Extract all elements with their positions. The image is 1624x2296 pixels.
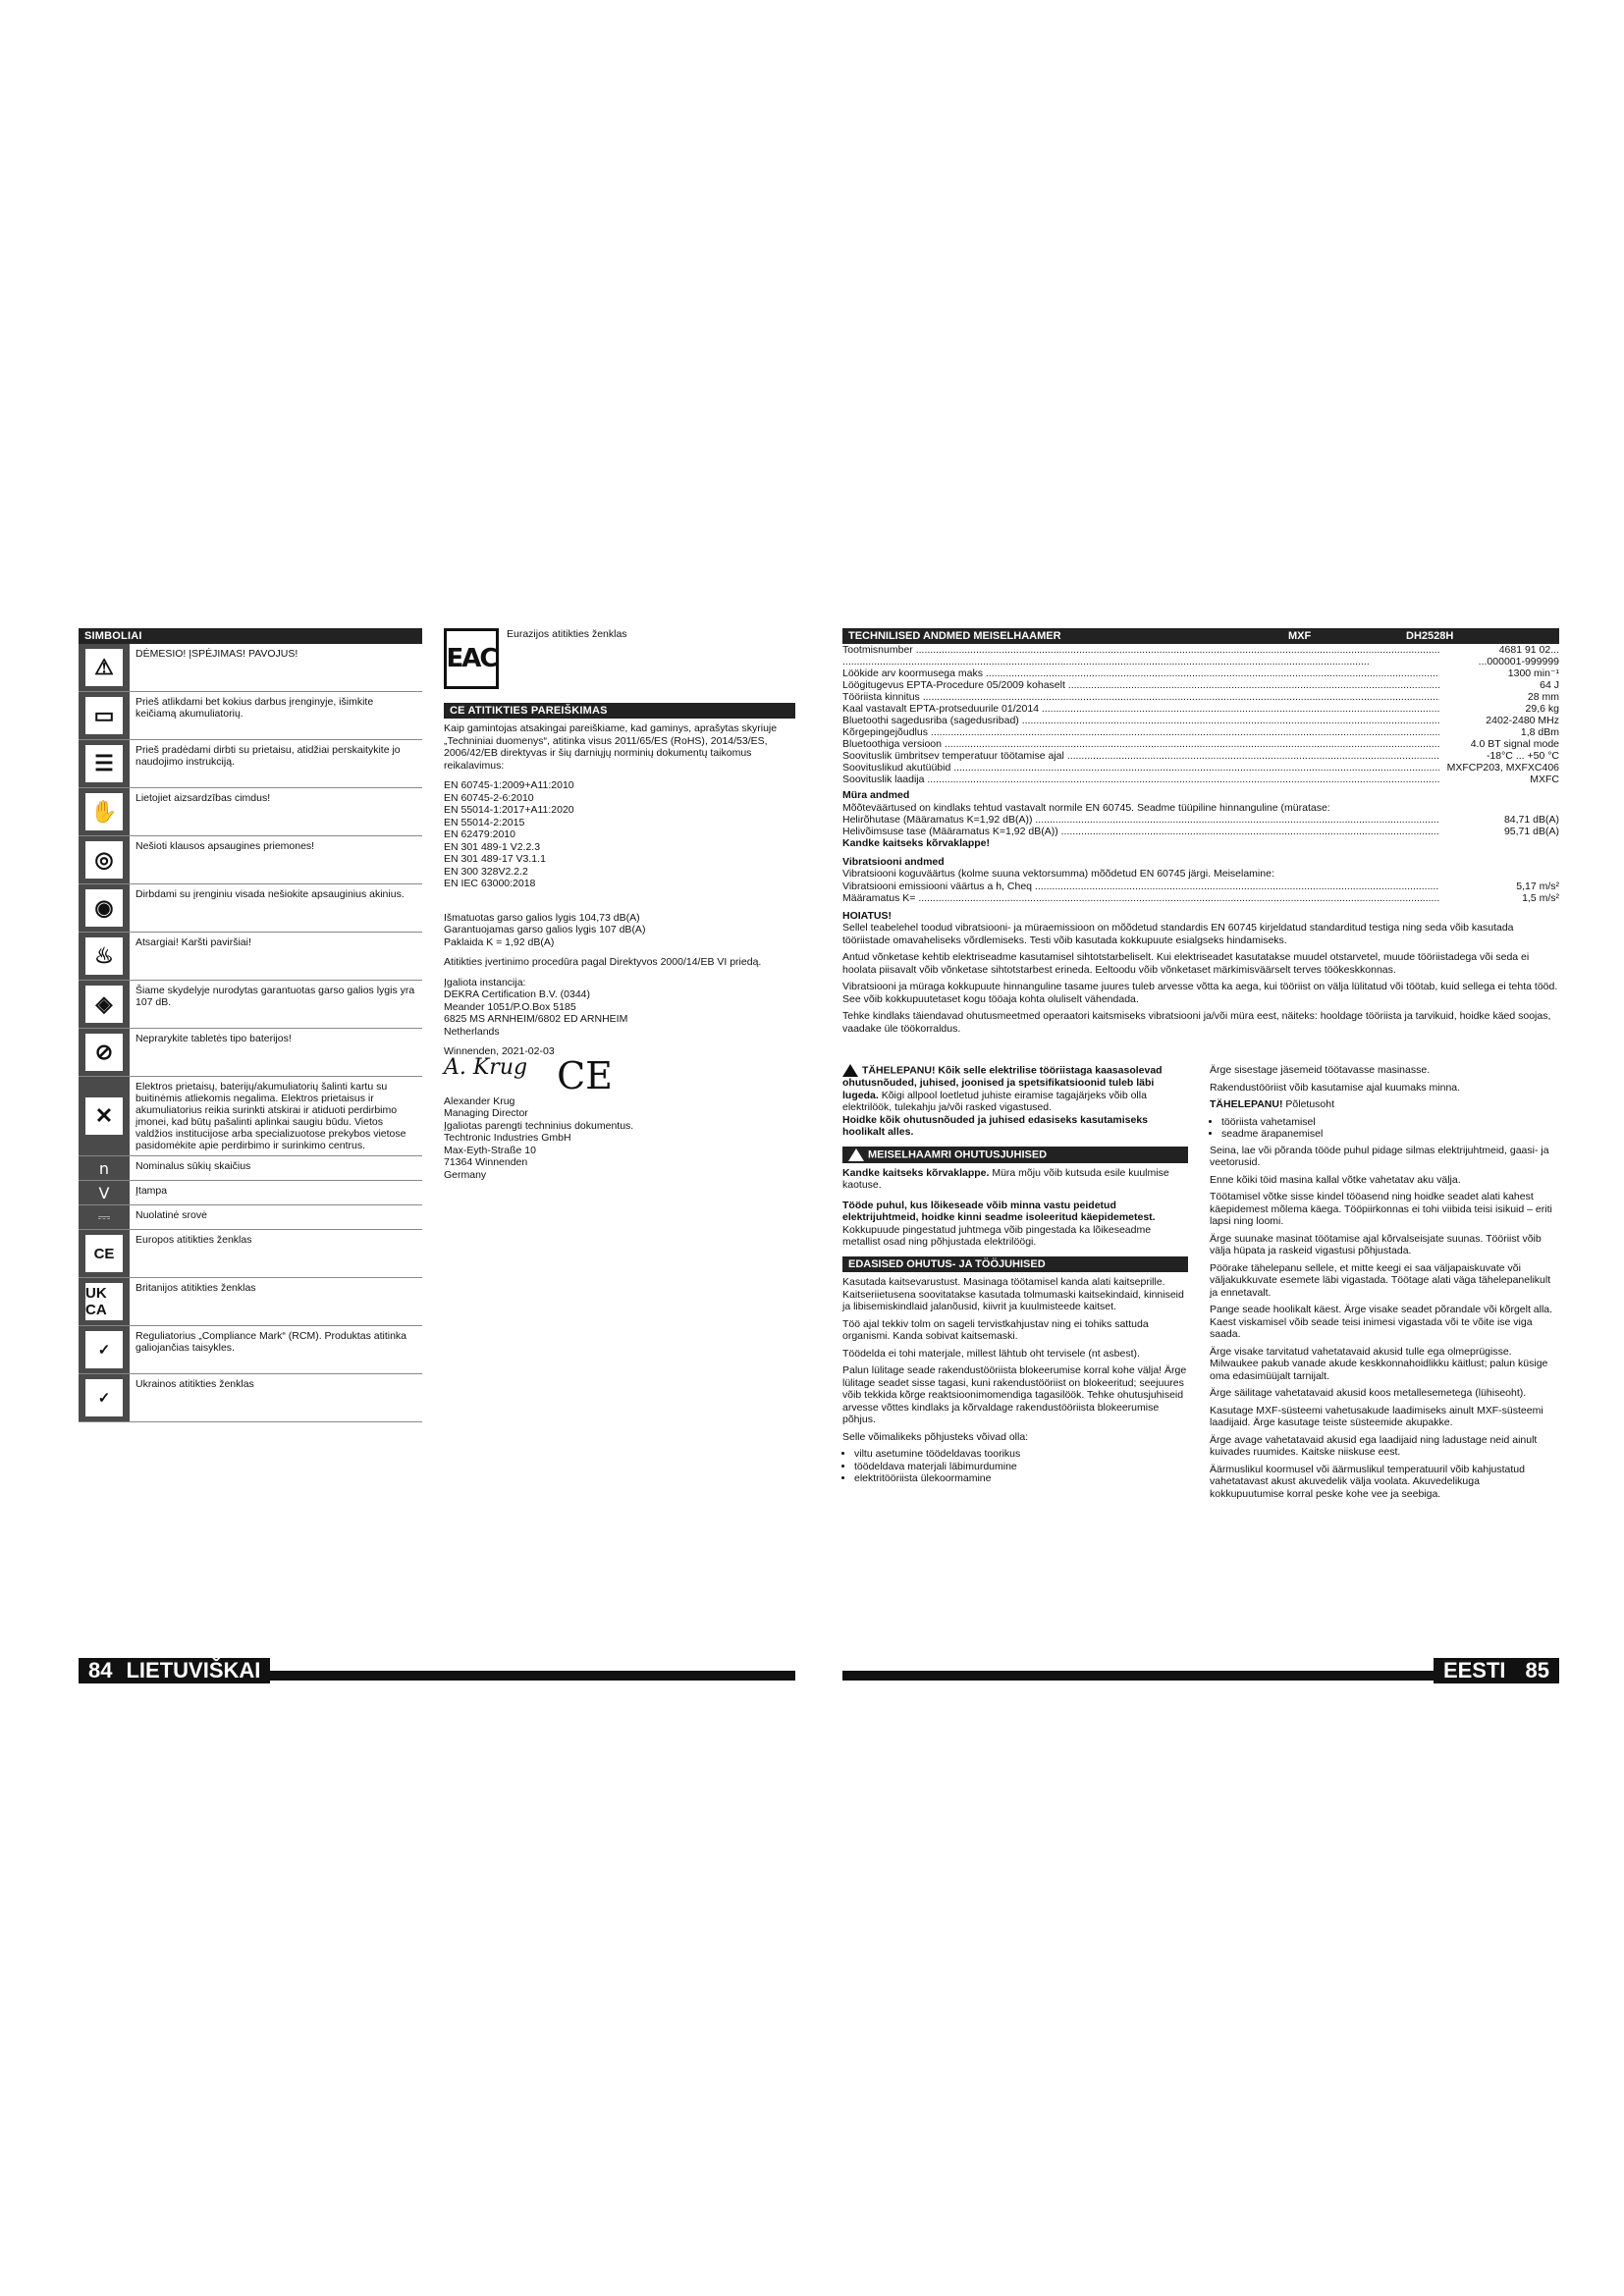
safety-p1: Müra mõju võib kutsuda esile kuulmise kaotuse. <box>842 1166 1169 1191</box>
symbol-row <box>79 1029 422 1077</box>
tech-value: 4681 91 02... <box>1498 644 1559 656</box>
symbol-row <box>79 1278 422 1326</box>
notified-body <box>444 977 795 1039</box>
symbol-row <box>79 981 422 1029</box>
tech-label: Soovituslikud akutüübid ..... <box>842 762 1439 774</box>
safety-p2-bold: Tööde puhul, kus lõikeseade võib minna vastu peidetud elektrijuhtmeid, hoidke kinni seadme isoleeritud käepidemetest. <box>842 1199 1156 1223</box>
declaration-column <box>444 628 795 1181</box>
standard-item: EN 55014-2:2015 <box>444 816 525 828</box>
page-number-left: 84 <box>79 1658 122 1683</box>
symbol-icon-cell <box>79 644 130 691</box>
symbol-text: Nešioti klausos apsaugines priemones! <box>135 840 315 852</box>
tech-value: ...000001-999999 <box>1478 656 1559 667</box>
symbol-icon-cell <box>79 1278 130 1325</box>
symbols-header: SIMBOLIAI <box>79 628 422 644</box>
tech-row <box>842 814 1559 826</box>
eye-protection-icon: ◉ <box>85 889 123 927</box>
symbol-glyph: ⎓ <box>97 1207 111 1226</box>
tech-value: 1300 min⁻¹ <box>1507 667 1559 679</box>
standard-item: EN 55014-1:2017+A11:2020 <box>444 804 574 816</box>
col2-text: Ärge sisestage jäsemeid töötavasse masinasse. <box>1210 1064 1431 1076</box>
symbol-glyph: V <box>98 1183 110 1202</box>
col2-text: Põletusoht <box>1285 1098 1335 1110</box>
tech-row <box>842 826 1559 837</box>
symbol-row <box>79 1181 422 1205</box>
tech-row <box>842 656 1559 667</box>
symbol-icon-cell <box>79 1205 130 1229</box>
procedure-text: Atitikties įvertinimo procedūra pagal Direktyvos 2000/14/EB VI priedą. <box>444 956 762 968</box>
tech-value: 2402-2480 MHz <box>1486 715 1559 726</box>
further-header: EDASISED OHUTUS- JA TÖÖJUHISED <box>842 1256 1188 1273</box>
symbol-icon-cell <box>79 933 130 980</box>
standard-item: EN 301 489-17 V3.1.1 <box>444 853 546 865</box>
hoiatus-paragraph: Antud võnketase kehtib elektriseadme kasutamisel sihtotstarbeliselt. Kui elektriseadet kasutatakse muudel otstarvetel, muude tööriistadega või seda ei hoolata piisavalt võib võnketase sihtotstarbest erineda. Eeltoodu võib võnketaset märkimisväärselt terves töökeskkonnas. <box>842 951 1530 976</box>
tech-label: Soovituslik laadija ..... <box>842 774 1439 785</box>
hoiatus-text <box>842 922 1559 1035</box>
tech-value: 84,71 dB(A) <box>1503 814 1559 826</box>
hot-surface-icon: ♨ <box>85 937 123 975</box>
symbol-glyph: n <box>98 1158 110 1178</box>
col2-paragraph: Töötamisel võtke sisse kindel tööasend ning hoidke seadet alati kahest käepidemest mõlema käega. Tööpiirkonnas ei tohi viibida teisi isikuid – eriti lapsi ning loomi. <box>1210 1191 1552 1227</box>
tech-row <box>842 691 1559 703</box>
language-left: LIETUVIŠKAI <box>122 1658 270 1683</box>
symbol-text: Prieš atlikdami bet kokius darbus įrenginyje, išimkite keičiamą akumuliatorių. <box>135 696 374 720</box>
read-manual-icon: ☰ <box>85 745 123 782</box>
hoiatus-title: HOIATUS! <box>842 909 892 922</box>
symbol-text: Nominalus sūkių skaičius <box>135 1160 251 1172</box>
further-paragraph: Kasutada kaitsevarustust. Masinaga töötamisel kanda alati kaitseprille. Kaitseriietusena soovitatakse kasutada tolmumaski kaitsekindaid, kinniseid ja libisemiskindlaid jalanõusid, kiivrit ja kuulmisteede kaitset. <box>842 1276 1184 1312</box>
col2-bullets <box>1210 1116 1555 1141</box>
ukca-mark-icon: UK CA <box>85 1283 123 1320</box>
col2-bold: TÄHELEPANU! <box>1210 1098 1283 1110</box>
crossed-bin-icon: ✕ <box>85 1097 123 1135</box>
tech-label <box>842 656 1439 667</box>
warning-triangle-icon: ⚠ <box>85 649 123 686</box>
tech-label: Bluetoothi sagedusriba (sagedusribad) ..... <box>842 715 1439 726</box>
signer-line: Techtronic Industries GmbH <box>444 1132 571 1144</box>
symbol-text: Lietojiet aizsardzības cimdus! <box>135 792 271 804</box>
symbol-icon-cell <box>79 1326 130 1373</box>
col2-paragraph: Ärge avage vahetatavaid akusid ega laadijaid ning ladustage neid ainult kuivades ruumides. Kaitske niiskuse eest. <box>1210 1433 1538 1458</box>
standard-item: EN 60745-1:2009+A11:2010 <box>444 779 574 791</box>
bullet-item: • tööriista vahetamisel <box>1221 1116 1555 1129</box>
symbol-icon-cell <box>79 1181 130 1204</box>
symbol-row <box>79 1230 422 1278</box>
symbol-icon-cell <box>79 981 130 1028</box>
tech-value: MXFC <box>1530 774 1559 785</box>
tech-value: -18°C ... +50 °C <box>1486 750 1559 762</box>
bullet-item: • viltu asetumine töödeldavas toorikus <box>854 1448 1188 1461</box>
tech-label: Vibratsiooni emissiooni väärtus a h, Cheq ..... <box>842 881 1439 892</box>
symbol-icon-cell <box>79 1077 130 1155</box>
symbol-row <box>79 1205 422 1230</box>
symbol-icon-cell <box>79 1029 130 1076</box>
safety-columns <box>842 1064 1559 1505</box>
standard-item: EN 62479:2010 <box>444 828 515 840</box>
tech-value: 28 mm <box>1527 691 1559 703</box>
vib-text: Vibratsiooni koguväärtus (kolme suuna vektorsumma) mõõdetud EN 60745 järgi. Meiselamine: <box>842 868 1274 880</box>
remove-battery-icon: ▭ <box>85 697 123 734</box>
tech-label: Helivõimsuse tase (Määramatus K=1,92 dB(A)) ..... <box>842 826 1439 837</box>
col2-intro-paragraph <box>1210 1098 1555 1111</box>
tech-row <box>842 881 1559 892</box>
standard-item: EN 60745-2-6:2010 <box>444 791 534 804</box>
tech-value: 5,17 m/s² <box>1516 880 1559 892</box>
notified-line: Netherlands <box>444 1025 500 1038</box>
symbol-row <box>79 692 422 740</box>
standard-item: EN IEC 63000:2018 <box>444 878 536 889</box>
noise-warning: Kandke kaitseks kõrvaklappe! <box>842 837 990 849</box>
symbol-text: Įtampa <box>135 1185 168 1197</box>
tech-label: Helirõhutase (Määramatus K=1,92 dB(A)) ..... <box>842 814 1439 826</box>
place-date: Winnenden, 2021-02-03 <box>444 1045 555 1057</box>
col2-paragraph: Ärge suunake masinat töötamise ajal kõrvalseisjate suunas. Tööriist võib välja hüpata ja raskeid vigastusi põhjustada. <box>1210 1232 1542 1256</box>
signer-line: Alexander Krug <box>444 1095 515 1107</box>
left-footer <box>79 1659 795 1682</box>
col2-intro-paragraph <box>1210 1082 1555 1095</box>
symbol-row <box>79 1077 422 1156</box>
hoiatus-paragraph: Tehke kindlaks täiendavad ohutusmeetmed operaatori kaitsmiseks vibratsiooni ja/või müra eest, näiteks: hooldage tööriista ja tarvikuid, hoidke käed soojas, vaadake üle töökorraldus. <box>842 1010 1551 1035</box>
symbol-icon-cell <box>79 1156 130 1180</box>
no-tablet-battery-icon: ⊘ <box>85 1034 123 1071</box>
sound-guaranteed: Garantuojamas garso galios lygis 107 dB(A) <box>444 924 646 935</box>
signer-block <box>444 1095 795 1182</box>
ce-mark-icon: CE <box>557 1054 613 1098</box>
col2-paragraph: Ärge visake tarvitatud vahetatavaid akusid tulle ega olmeprügisse. Milwaukee pakub vanade akude keskkonnahoidlikku käitlust; palun küsige oma edasimüüjalt tarnijalt. <box>1210 1345 1548 1382</box>
tech-title: TECHNILISED ANDMED MEISELHAAMER <box>848 630 1061 642</box>
symbol-text: Nuolatinė srovė <box>135 1209 207 1221</box>
col2-paragraph: Kasutage MXF-süsteemi vahetusakude laadimiseks ainult MXF-süsteemi laadijaid. Ärge kasutage teiste süsteemide akupakke. <box>1210 1404 1543 1428</box>
eac-row <box>444 628 795 693</box>
symbol-icon-cell <box>79 836 130 883</box>
col2-paragraph: Ärge säilitage vahetatavaid akusid koos metallesemetega (lühiseoht). <box>1210 1387 1527 1399</box>
signer-line: Managing Director <box>444 1107 528 1119</box>
tech-brand: MXF <box>1288 630 1312 642</box>
symbol-text: Britanijos atitikties ženklas <box>135 1282 256 1294</box>
bullet-item: • seadme ärapanemisel <box>1221 1128 1555 1141</box>
symbol-text: Elektros prietaisų, baterijų/akumuliatorių šalinti kartu su buitinėmis atliekomis negalima. Elektros prietaisus ir akumuliatorius reikia surinkti atskirai ir atiduoti perdirbimo įmonei, kad būtų pašalinti aplinkai saugiu būdu. Vietos valdžios institucijose arba specializuotose prekybos vietose pasidomėkite apie perdirbimo ir surinkimo centrus. <box>135 1081 406 1151</box>
symbol-text: Atsargiai! Karšti paviršiai! <box>135 936 251 948</box>
symbol-icon-cell <box>79 692 130 739</box>
symbol-row <box>79 836 422 884</box>
ce-intro: Kaip gamintojas atsakingai pareiškiame, kad gaminys, aprašytas skyriuje „Techniniai duomenys“, atitinka visus 2011/65/ES (RoHS), 2014/53/ES, 2006/42/EB direktyvas ir šių darniųjų norminių dokumentų taikomus reikalavimus: <box>444 722 778 772</box>
ce-header: CE ATITIKTIES PAREIŠKIMAS <box>444 703 795 719</box>
tech-row <box>842 726 1559 738</box>
language-right: EESTI <box>1434 1658 1516 1683</box>
col2-paragraph: Seina, lae või põranda tööde puhul pidage silmas elektrijuhtmeid, gaasi- ja veetorusid. <box>1210 1144 1549 1168</box>
tech-label: Bluetoothiga versioon ..... <box>842 738 1439 750</box>
col2-paragraph: Pange seade hoolikalt käest. Ärge visake seadet põrandale või kõrgelt alla. Kaest viskamisel võib seade teisi inimesi vigastada või te võite ise viga saada. <box>1210 1304 1553 1340</box>
symbol-text: Dirbdami su įrenginiu visada nešiokite apsauginius akinius. <box>135 888 405 900</box>
footer-bar <box>270 1671 795 1681</box>
notified-line: DEKRA Certification B.V. (0344) <box>444 988 591 1000</box>
symbol-text: DĖMESIO! ĮSPĖJIMAS! PAVOJUS! <box>135 648 298 660</box>
vib-table <box>842 881 1559 904</box>
further-paragraph: Palun lülitage seade rakendustööriista blokeerumise korral kohe välja! Ärge lülitage seadet sisse tagasi, kuni rakendustööriist on blokeeritud; seejuures võib tekkida kõrge reaktsioonimomendiga tagasilöök. Tehke ohutusjuhiseid arvesse võttes kindlaks ja kõrvaldage rakendustööriista blokeerumise põhjus. <box>842 1364 1187 1425</box>
noise-table <box>842 814 1559 837</box>
symbol-row <box>79 740 422 788</box>
tech-label: Löökide arv koormusega maks ..... <box>842 667 1439 679</box>
tech-value: 1,5 m/s² <box>1522 891 1559 904</box>
symbol-text: Ukrainos atitikties ženklas <box>135 1378 254 1390</box>
symbols-table <box>79 628 422 1422</box>
sound-error: Paklaida K = 1,92 dB(A) <box>444 935 555 948</box>
further-paragraph: Töödelda ei tohi materjale, millest lähtub oht tervisele (nt asbest). <box>842 1347 1140 1360</box>
right-page <box>842 628 1559 1505</box>
tech-value: 29,6 kg <box>1525 703 1559 715</box>
tech-label: Löögitugevus EPTA-Procedure 05/2009 kohaselt ..... <box>842 679 1439 691</box>
symbol-row <box>79 884 422 933</box>
signer-line: 71364 Winnenden <box>444 1156 528 1168</box>
tech-label: Tootmisnumber ..... <box>842 644 1439 656</box>
tech-row <box>842 703 1559 715</box>
ce-mark-icon: CE <box>85 1235 123 1272</box>
symbol-text: Europos atitikties ženklas <box>135 1234 252 1246</box>
notified-line: Meander 1051/P.O.Box 5185 <box>444 1000 576 1013</box>
col2-text: Rakendustööriist võib kasutamise ajal kuumaks minna. <box>1210 1081 1461 1094</box>
col2-paragraph: Enne kõiki töid masina kallal võtke vahetatav aku välja. <box>1210 1173 1461 1186</box>
tech-row <box>842 715 1559 726</box>
tech-value: 1,8 dBm <box>1520 726 1559 738</box>
ear-protection-icon: ◎ <box>85 841 123 879</box>
sound-power-icon: ◈ <box>85 986 123 1023</box>
warning-triangle-icon <box>842 1064 858 1077</box>
symbols-list <box>79 644 422 1422</box>
right-footer <box>842 1659 1559 1682</box>
tech-label: Kõrgepingejõudlus ..... <box>842 726 1439 738</box>
standards-list <box>444 779 795 890</box>
rcm-mark-icon: ✓ <box>85 1331 123 1368</box>
further-paragraph: Selle võimalikeks põhjusteks võivad olla: <box>842 1430 1029 1443</box>
bullet-item: • töödeldava materjali läbimurdumine <box>854 1461 1188 1473</box>
symbol-text: Neprarykite tabletės tipo baterijos! <box>135 1033 292 1044</box>
symbol-icon-cell <box>79 1374 130 1421</box>
eac-text: Eurazijos atitikties ženklas <box>507 628 627 640</box>
tech-label: Soovituslik ümbritsev temperatuur töötamise ajal ..... <box>842 750 1439 762</box>
attention-keep: Hoidke kõik ohutusnõuded ja juhised edasiseks kasutamiseks hoolikalt alles. <box>842 1113 1149 1138</box>
further-paragraph: Töö ajal tekkiv tolm on sageli tervistkahjustav ning ei tohiks sattuda organismi. Kanda sobivat kaitsemaski. <box>842 1317 1149 1342</box>
tech-model: DH2528H <box>1406 630 1454 642</box>
bullet-item: • elektritööriista ülekoormamine <box>854 1472 1188 1485</box>
further-text <box>842 1276 1188 1443</box>
tech-table <box>842 644 1559 785</box>
warning-triangle-icon <box>848 1148 864 1161</box>
footer-bar <box>842 1671 1434 1681</box>
safety-p1-bold: Kandke kaitseks kõrvaklappe. <box>842 1166 990 1179</box>
sound-measured: Išmatuotas garso galios lygis 104,73 dB(A) <box>444 911 640 924</box>
signer-line: Max-Eyth-Straße 10 <box>444 1144 536 1156</box>
symbol-row <box>79 788 422 836</box>
safety-header: MEISELHAAMRI OHUTUSJUHISED <box>842 1147 1188 1163</box>
symbol-text: Reguliatorius „Compliance Mark“ (RCM). Produktas atitinka galiojančias taisykles. <box>135 1330 407 1354</box>
symbol-text: Šiame skydelyje nurodytas garantuotas garso galios lygis yra 107 dB. <box>135 985 415 1008</box>
tech-row <box>842 644 1559 656</box>
tech-value: 95,71 dB(A) <box>1503 826 1559 837</box>
tech-label: Kaal vastavalt EPTA-protseduurile 01/2014 ..... <box>842 703 1439 715</box>
tech-value: MXFCP203, MXFXC406 <box>1446 762 1559 774</box>
symbol-row <box>79 644 422 692</box>
symbol-row <box>79 1156 422 1181</box>
ukraine-mark-icon: ✓ <box>85 1379 123 1416</box>
safety-col-left <box>842 1064 1188 1505</box>
tech-row <box>842 679 1559 691</box>
tech-row <box>842 667 1559 679</box>
standard-item: EN 300 328V2.2.2 <box>444 865 528 878</box>
tech-row <box>842 892 1559 904</box>
hoiatus-paragraph: Sellel teabelehel toodud vibratsiooni- ja müraemissioon on mõõdetud standardis EN 60745 kirjeldatud standarditud testiga ning seda võib kasutada tööriistade omavaheliseks võrdlemiseks. Testi võib kasutada kokkupuute esialgseks hindamiseks. <box>842 922 1514 946</box>
col2-intro-paragraph <box>1210 1064 1555 1077</box>
safety-p2: Kokkupuude pingestatud juhtmega võib pingestada ka lõikeseadme metallist osad ning põhjustada elektrilöögi. <box>842 1223 1152 1248</box>
tech-value: 64 J <box>1540 679 1559 691</box>
attention-rest: Kõigi allpool loetletud juhiste eiramise tagajärjeks võib olla elektrilöök, tulekahju ja/või rasked vigastused. <box>842 1089 1147 1113</box>
noise-text: Mõõteväärtused on kindlaks tehtud vastavalt normile EN 60745. Seadme tüüpiline hinnanguline (müratase: <box>842 801 1330 814</box>
safety-col-right <box>1210 1064 1555 1505</box>
standard-item: EN 301 489-1 V2.2.3 <box>444 840 541 853</box>
col2-rest <box>1210 1145 1555 1501</box>
symbol-row <box>79 933 422 981</box>
signature: A. Krug <box>444 1054 528 1080</box>
tech-label: Tööriista kinnitus ..... <box>842 691 1439 703</box>
col2-paragraph: Pöörake tähelepanu sellele, et mitte keegi ei saa väljapaiskuvate või väljakukkuvate esemete läbi vigastada. Töötage alati väga tähelepanelikult ja ennetavalt. <box>1210 1261 1551 1299</box>
vib-title: Vibratsiooni andmed <box>842 855 945 868</box>
tech-label: Määramatus K= ..... <box>842 892 1439 904</box>
attention-lead: TÄHELEPANU! Kõik selle elektrilise tööriistaga kaasasolevad ohutusnõuded, juhised, joonised ja spetsifikatsioonid tuleb läbi lugeda. <box>842 1064 1163 1101</box>
notified-line: 6825 MS ARNHEIM/6802 ED ARNHEIM <box>444 1013 628 1025</box>
symbol-row <box>79 1374 422 1422</box>
tech-row <box>842 774 1559 785</box>
page-number-right: 85 <box>1516 1658 1559 1683</box>
symbol-icon-cell <box>79 788 130 835</box>
further-bullets <box>842 1448 1188 1485</box>
symbol-icon-cell <box>79 740 130 787</box>
tech-row <box>842 750 1559 762</box>
tech-row <box>842 762 1559 774</box>
symbol-icon-cell <box>79 1230 130 1277</box>
col2-text <box>1210 1064 1555 1111</box>
gloves-icon: ✋ <box>85 793 123 830</box>
signer-line: Germany <box>444 1168 487 1181</box>
tech-header <box>842 628 1559 644</box>
col2-paragraph: Äärmuslikul koormusel või äärmuslikul temperatuuril võib kahjustatud vahetatavast akust akuvedelik välja voolata. Akuvedelikuga kokkupuutumise korral peske kohe vee ja seebiga. <box>1210 1463 1525 1500</box>
tech-value: 4.0 BT signal mode <box>1470 738 1559 750</box>
symbol-icon-cell <box>79 884 130 932</box>
tech-row <box>842 738 1559 750</box>
signer-line: Įgaliotas parengti techninius dokumentus. <box>444 1119 634 1132</box>
symbol-row <box>79 1326 422 1374</box>
symbol-text: Prieš pradėdami dirbti su prietaisu, atidžiai perskaitykite jo naudojimo instrukciją. <box>135 744 401 768</box>
hoiatus-paragraph: Vibratsiooni ja müraga kokkupuute hinnanguline tasame juures tuleb arvesse võtta ka aega, kui tööriist on välja lülitatud või töötab, kuid sellega ei tehta tööd. See võib kokkupuutetaset kogu tööaja kohta oluliselt vähendada. <box>842 981 1558 1005</box>
notified-line: Įgaliota instancija: <box>444 976 526 988</box>
noise-title: Müra andmed <box>842 789 910 801</box>
eac-mark-icon: EAC <box>444 628 499 689</box>
